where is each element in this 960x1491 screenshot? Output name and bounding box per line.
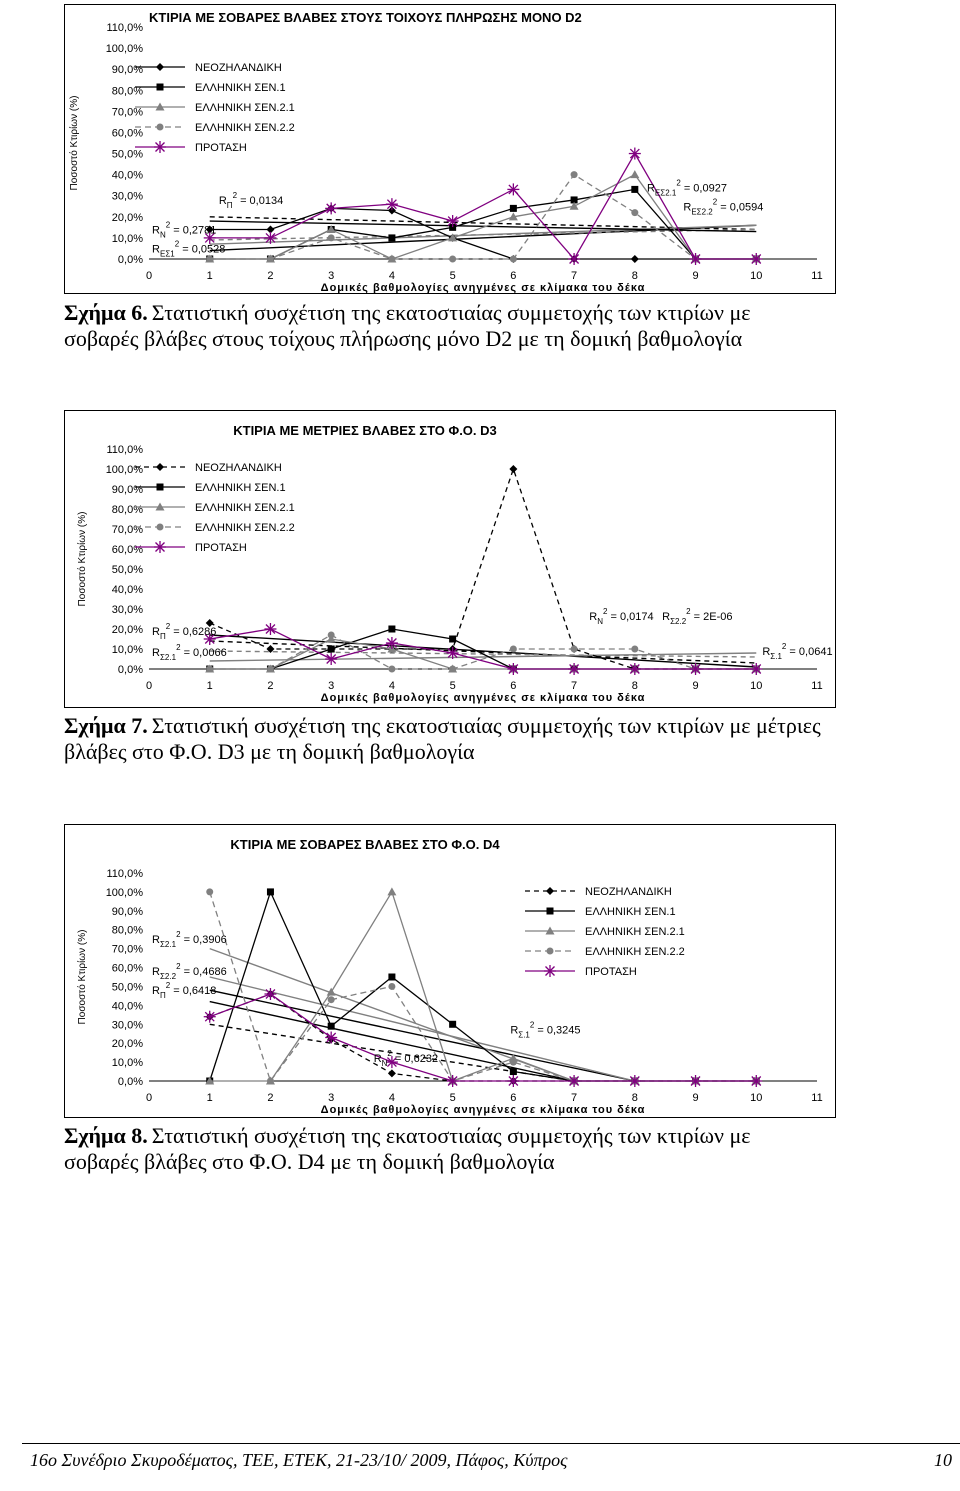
r-squared-label bbox=[152, 981, 216, 1000]
legend-marker bbox=[154, 141, 166, 153]
data-point bbox=[388, 626, 395, 633]
data-point bbox=[204, 1011, 216, 1023]
data-point bbox=[631, 646, 638, 653]
r-squared-sub: ΕΣ2.2 bbox=[691, 207, 713, 217]
data-point bbox=[206, 256, 213, 263]
r-squared-value: = 0,0174 bbox=[607, 611, 654, 623]
y-tick-label: 0,0% bbox=[117, 1076, 143, 1088]
r-squared-value: = 0,0594 bbox=[717, 201, 764, 214]
x-tick-label: 6 bbox=[510, 1092, 517, 1104]
x-axis-label: Δομικές βαθμολογίες ανηγμένες σε κλίμακα του δέκα bbox=[320, 1104, 646, 1116]
y-tick-label: 100,0% bbox=[105, 886, 143, 899]
y-tick-label: 100,0% bbox=[105, 43, 143, 56]
x-tick-label: 1 bbox=[206, 270, 213, 282]
r-squared-label bbox=[152, 622, 216, 641]
figure-6-caption bbox=[64, 300, 824, 352]
x-tick-label: 4 bbox=[388, 1092, 395, 1104]
y-tick-label: 40,0% bbox=[111, 169, 143, 182]
figure-7-text: Στατιστική συσχέτιση της εκατοστιαίας συμμετοχής των κτιρίων με μέτριες βλάβες στο Φ.Ο. D3 με τη δομική βαθμολογία bbox=[64, 713, 821, 764]
r-squared-exp: 2 bbox=[232, 191, 238, 201]
y-tick-label: 60,0% bbox=[111, 127, 143, 140]
r-squared-value: = 0,3245 bbox=[534, 1024, 581, 1037]
data-point bbox=[325, 1032, 337, 1044]
y-tick-label: 10,0% bbox=[111, 232, 143, 245]
data-point bbox=[631, 255, 639, 263]
x-tick-label: 3 bbox=[328, 1092, 335, 1104]
x-tick-label: 11 bbox=[811, 270, 823, 282]
r-squared-label bbox=[510, 1021, 580, 1040]
r-squared-label bbox=[219, 191, 283, 210]
y-tick-label: 30,0% bbox=[111, 1019, 143, 1032]
legend-label: ΠΡΟΤΑΣΗ bbox=[195, 542, 247, 554]
series-line bbox=[210, 629, 757, 669]
data-point bbox=[690, 663, 702, 675]
r-squared-exp: 2 bbox=[529, 1020, 535, 1030]
y-tick-label: 110,0% bbox=[106, 22, 143, 34]
x-tick-label: 10 bbox=[750, 680, 763, 692]
x-tick-label: 10 bbox=[750, 1092, 763, 1104]
x-tick-label: 9 bbox=[692, 270, 699, 282]
legend-marker bbox=[547, 948, 554, 955]
data-point bbox=[507, 663, 519, 675]
y-axis-label: Ποσοστό Κτιρίων (%) bbox=[69, 95, 80, 191]
y-tick-label: 20,0% bbox=[111, 1038, 143, 1051]
r-squared-label bbox=[662, 607, 732, 626]
data-point bbox=[206, 888, 213, 895]
legend-marker bbox=[154, 541, 166, 553]
x-axis-label: Δομικές βαθμολογίες ανηγμένες σε κλίμακα του δέκα bbox=[320, 282, 646, 294]
data-point bbox=[568, 1075, 580, 1087]
chart-d3 bbox=[64, 410, 836, 708]
y-tick-label: 40,0% bbox=[111, 584, 143, 596]
data-point bbox=[328, 646, 335, 653]
data-point bbox=[388, 974, 395, 981]
chart-d3-svg bbox=[65, 411, 837, 709]
r-squared-base: R bbox=[152, 647, 160, 659]
y-tick-label: 60,0% bbox=[111, 962, 143, 975]
data-point bbox=[388, 256, 395, 263]
r-squared-value: = 0,6232 bbox=[391, 1053, 439, 1066]
y-tick-label: 10,0% bbox=[111, 1057, 143, 1070]
legend-label: ΕΛΛΗΝΙΚΗ ΣΕΝ.1 bbox=[195, 482, 286, 494]
y-tick-label: 50,0% bbox=[111, 564, 143, 576]
data-point bbox=[630, 170, 639, 178]
r-squared-base: R bbox=[152, 224, 160, 237]
data-point bbox=[388, 234, 395, 241]
data-point bbox=[507, 183, 519, 195]
r-squared-base: R bbox=[152, 966, 160, 979]
r-squared-exp: 2 bbox=[174, 239, 180, 249]
y-tick-label: 80,0% bbox=[111, 85, 143, 98]
y-tick-label: 70,0% bbox=[111, 943, 143, 956]
data-point bbox=[449, 636, 456, 643]
figure-8-caption bbox=[64, 1123, 824, 1175]
x-tick-label: 11 bbox=[811, 1092, 823, 1104]
y-tick-label: 10,0% bbox=[111, 644, 143, 656]
x-tick-label: 9 bbox=[692, 1092, 699, 1104]
y-tick-label: 30,0% bbox=[111, 190, 143, 203]
r-squared-value: = 0,4686 bbox=[180, 966, 227, 979]
r-squared-exp: 2 bbox=[781, 642, 787, 651]
data-point bbox=[631, 209, 638, 216]
data-point bbox=[386, 637, 398, 649]
data-point bbox=[264, 232, 276, 244]
y-tick-label: 80,0% bbox=[111, 924, 143, 937]
legend-label: ΝΕΟΖΗΛΑΝΔΙΚΗ bbox=[195, 62, 282, 74]
legend-label: ΕΛΛΗΝΙΚΗ ΣΕΝ.2.2 bbox=[195, 522, 295, 534]
legend-marker bbox=[156, 63, 164, 71]
data-point bbox=[750, 663, 762, 675]
data-point bbox=[510, 256, 517, 263]
data-point bbox=[447, 215, 459, 227]
r-squared-label bbox=[683, 197, 763, 216]
r-squared-exp: 2 bbox=[165, 220, 171, 230]
data-point bbox=[509, 465, 517, 473]
x-tick-label: 5 bbox=[449, 680, 456, 692]
y-tick-label: 0,0% bbox=[117, 664, 143, 676]
x-axis-label: Δομικές βαθμολογίες ανηγμένες σε κλίμακα του δέκα bbox=[320, 692, 646, 704]
r-squared-base: R bbox=[373, 1053, 382, 1066]
x-tick-label: 10 bbox=[750, 270, 763, 282]
data-point bbox=[388, 666, 395, 673]
r-squared-label bbox=[152, 240, 225, 259]
chart-d4 bbox=[64, 824, 836, 1118]
x-tick-label: 4 bbox=[388, 270, 395, 282]
r-squared-base: R bbox=[152, 985, 160, 998]
r-squared-exp: 2 bbox=[176, 962, 181, 972]
legend-label: ΕΛΛΗΝΙΚΗ ΣΕΝ.2.1 bbox=[195, 502, 295, 514]
x-tick-label: 0 bbox=[145, 1092, 153, 1104]
data-point bbox=[629, 1075, 641, 1087]
figure-7-label: Σχήμα 7. bbox=[64, 713, 148, 738]
x-tick-label: 1 bbox=[206, 680, 213, 692]
legend-label: ΕΛΛΗΝΙΚΗ ΣΕΝ.1 bbox=[195, 82, 286, 94]
r-squared-value: = 0,6418 bbox=[170, 985, 217, 998]
r-squared-value: = 0,3906 bbox=[180, 933, 227, 946]
r-squared-exp: 2 bbox=[165, 622, 171, 631]
r-squared-sub: Ν bbox=[597, 617, 604, 626]
footer-conference: 16ο Συνέδριο Σκυροδέματος, ΤΕΕ, ΕΤΕΚ, 21-23/10/ 2009, Πάφος, Κύπρος bbox=[30, 1450, 568, 1470]
r-squared-sub: Σ.1 bbox=[770, 652, 782, 661]
legend-label: ΠΡΟΤΑΣΗ bbox=[585, 966, 637, 978]
x-tick-label: 0 bbox=[145, 270, 153, 282]
data-point bbox=[447, 647, 459, 659]
x-tick-label: 3 bbox=[328, 270, 335, 282]
data-point bbox=[629, 663, 641, 675]
series-line bbox=[210, 154, 757, 259]
data-point bbox=[568, 253, 580, 265]
chart-d4-svg bbox=[65, 825, 837, 1119]
data-point bbox=[328, 632, 335, 639]
data-point bbox=[750, 253, 762, 265]
data-point bbox=[629, 148, 641, 160]
data-point bbox=[571, 646, 578, 653]
r-squared-exp: 2 bbox=[712, 197, 718, 207]
data-point bbox=[264, 623, 276, 635]
y-tick-label: 110,0% bbox=[106, 444, 143, 456]
y-tick-label: 100,0% bbox=[105, 464, 143, 476]
y-tick-label: 0,0% bbox=[117, 254, 143, 266]
legend-label: ΕΛΛΗΝΙΚΗ ΣΕΝ.1 bbox=[585, 906, 676, 918]
x-tick-label: 3 bbox=[328, 680, 335, 692]
data-point bbox=[449, 666, 456, 673]
r-squared-value: = 0,0641 bbox=[786, 646, 833, 658]
page-footer bbox=[22, 1443, 960, 1491]
r-squared-exp: 2 bbox=[176, 929, 181, 939]
r-squared-base: R bbox=[510, 1024, 519, 1037]
r-squared-value: = 0,2781 bbox=[170, 224, 217, 237]
r-squared-sub: Σ2.1 bbox=[159, 939, 177, 949]
r-squared-sub: ΕΣ1 bbox=[159, 249, 175, 259]
data-point bbox=[690, 253, 702, 265]
y-tick-label: 110,0% bbox=[106, 868, 143, 880]
legend-label: ΝΕΟΖΗΛΑΝΔΙΚΗ bbox=[195, 462, 282, 474]
y-axis-label: Ποσοστό Κτιρίων (%) bbox=[77, 511, 88, 607]
r-squared-label bbox=[152, 221, 216, 240]
series-line bbox=[210, 892, 757, 1081]
r-squared-base: R bbox=[218, 195, 227, 208]
data-point bbox=[388, 1069, 396, 1077]
r-squared-base: R bbox=[589, 611, 598, 623]
data-point bbox=[325, 202, 337, 214]
y-tick-label: 80,0% bbox=[111, 504, 143, 516]
y-axis-label: Ποσοστό Κτιρίων (%) bbox=[77, 929, 88, 1025]
r-squared-exp: 2 bbox=[387, 1049, 392, 1059]
figure-6-text: Στατιστική συσχέτιση της εκατοστιαίας συμμετοχής των κτιρίων με σοβαρές βλάβες στους τοίχους πλήρωσης μόνο D2 με τη δομική βαθμολογία bbox=[64, 300, 751, 351]
y-tick-label: 20,0% bbox=[111, 211, 143, 224]
r-squared-exp: 2 bbox=[676, 178, 681, 188]
r-squared-value: = 0,0066 bbox=[180, 647, 227, 659]
r-squared-sub: Π bbox=[226, 201, 233, 211]
legend-label: ΝΕΟΖΗΛΑΝΔΙΚΗ bbox=[585, 886, 672, 898]
r-squared-base: R bbox=[646, 182, 655, 195]
r-squared-base: R bbox=[683, 201, 692, 214]
r-squared-sub: Ν bbox=[381, 1059, 388, 1069]
r-squared-base: R bbox=[762, 646, 771, 658]
legend-label: ΕΛΛΗΝΙΚΗ ΣΕΝ.2.1 bbox=[585, 926, 685, 938]
r-squared-label bbox=[762, 642, 832, 661]
y-tick-label: 90,0% bbox=[111, 905, 143, 918]
chart-title: ΚΤΙΡΙΑ ΜΕ ΜΕΤΡΙΕΣ ΒΛΑΒΕΣ ΣΤΟ Φ.Ο. D3 bbox=[233, 423, 497, 438]
x-tick-label: 2 bbox=[267, 270, 274, 282]
data-point bbox=[510, 1068, 517, 1075]
r-squared-base: R bbox=[152, 243, 160, 256]
x-tick-label: 5 bbox=[449, 270, 456, 282]
data-point bbox=[325, 653, 337, 665]
legend-marker bbox=[546, 887, 554, 895]
series-line bbox=[210, 629, 757, 669]
legend-label: ΕΛΛΗΝΙΚΗ ΣΕΝ.2.1 bbox=[195, 102, 295, 114]
data-point bbox=[267, 256, 274, 263]
x-tick-label: 4 bbox=[388, 680, 395, 692]
data-point bbox=[388, 983, 395, 990]
r-squared-sub: Ν bbox=[159, 230, 166, 240]
y-tick-label: 90,0% bbox=[111, 484, 143, 496]
legend-marker bbox=[156, 463, 164, 471]
x-tick-label: 8 bbox=[631, 1092, 638, 1104]
legend-marker bbox=[157, 84, 164, 91]
data-point bbox=[267, 888, 274, 895]
data-point bbox=[510, 1059, 517, 1066]
data-point bbox=[264, 988, 276, 1000]
r-squared-sub: Π bbox=[159, 991, 166, 1001]
data-point bbox=[449, 256, 456, 263]
r-squared-value: = 0,6286 bbox=[170, 626, 217, 638]
y-tick-label: 20,0% bbox=[111, 624, 143, 636]
data-point bbox=[571, 171, 578, 178]
x-tick-label: 8 bbox=[631, 270, 638, 282]
r-squared-label bbox=[589, 607, 653, 626]
r-squared-base: R bbox=[152, 933, 160, 946]
x-tick-label: 5 bbox=[449, 1092, 456, 1104]
footer-page-number: 10 bbox=[934, 1450, 952, 1470]
x-tick-label: 1 bbox=[206, 1092, 213, 1104]
data-point bbox=[267, 1078, 274, 1085]
data-point bbox=[568, 663, 580, 675]
r-squared-sub: Σ2.2 bbox=[670, 617, 687, 626]
x-tick-label: 2 bbox=[267, 1092, 274, 1104]
x-tick-label: 0 bbox=[145, 680, 153, 692]
legend-label: ΠΡΟΤΑΣΗ bbox=[195, 142, 247, 154]
x-tick-label: 7 bbox=[571, 1092, 578, 1104]
r-squared-label bbox=[647, 179, 727, 198]
data-point bbox=[507, 1075, 519, 1087]
r-squared-value: = 2E-06 bbox=[690, 611, 733, 623]
r-squared-base: R bbox=[662, 611, 671, 623]
x-tick-label: 7 bbox=[571, 270, 578, 282]
data-point bbox=[447, 1075, 459, 1087]
data-point bbox=[387, 887, 396, 895]
r-squared-exp: 2 bbox=[686, 607, 691, 616]
r-squared-sub: Σ.1 bbox=[518, 1030, 530, 1040]
chart-d2 bbox=[64, 4, 836, 294]
legend-marker bbox=[157, 124, 164, 131]
data-point bbox=[510, 205, 517, 212]
y-tick-label: 70,0% bbox=[111, 524, 143, 536]
figure-8-label: Σχήμα 8. bbox=[64, 1123, 148, 1148]
trendline bbox=[210, 1002, 574, 1081]
legend-label: ΕΛΛΗΝΙΚΗ ΣΕΝ.2.2 bbox=[585, 946, 685, 958]
y-tick-label: 30,0% bbox=[111, 604, 143, 616]
data-point bbox=[386, 198, 398, 210]
data-point bbox=[206, 666, 213, 673]
data-point bbox=[690, 1075, 702, 1087]
y-tick-label: 50,0% bbox=[111, 981, 143, 994]
r-squared-sub: Σ2.1 bbox=[159, 653, 177, 662]
x-tick-label: 2 bbox=[267, 680, 274, 692]
data-point bbox=[328, 1023, 335, 1030]
y-tick-label: 90,0% bbox=[111, 64, 143, 77]
r-squared-sub: ΕΣ2.1 bbox=[654, 188, 677, 198]
figure-7-caption bbox=[64, 713, 824, 765]
r-squared-label bbox=[152, 930, 227, 949]
x-tick-label: 9 bbox=[692, 680, 699, 692]
x-tick-label: 7 bbox=[571, 680, 578, 692]
chart-title: ΚΤΙΡΙΑ ΜΕ ΣΟΒΑΡΕΣ ΒΛΑΒΕΣ ΣΤΟΥΣ ΤΟΙΧΟΥΣ ΠΛΗΡΩΣΗΣ ΜΟΝΟ D2 bbox=[149, 10, 582, 25]
r-squared-value: = 0,0927 bbox=[680, 182, 727, 195]
y-tick-label: 60,0% bbox=[111, 544, 143, 556]
chart-title: ΚΤΙΡΙΑ ΜΕ ΣΟΒΑΡΕΣ ΒΛΑΒΕΣ ΣΤΟ Φ.Ο. D4 bbox=[230, 837, 500, 852]
r-squared-label bbox=[152, 643, 227, 662]
legend-marker bbox=[544, 965, 556, 977]
r-squared-exp: 2 bbox=[165, 981, 171, 991]
r-squared-exp: 2 bbox=[176, 643, 181, 652]
data-point bbox=[328, 234, 335, 241]
r-squared-value: = 0,0528 bbox=[179, 243, 226, 256]
r-squared-sub: Σ2.2 bbox=[159, 972, 177, 982]
r-squared-value: = 0,0134 bbox=[237, 195, 284, 208]
figure-8-text: Στατιστική συσχέτιση της εκατοστιαίας συμμετοχής των κτιρίων με σοβαρές βλάβες στο Φ.Ο. D4 με τη δομική βαθμολογία bbox=[64, 1123, 751, 1174]
legend-marker bbox=[157, 524, 164, 531]
data-point bbox=[750, 1075, 762, 1087]
x-tick-label: 6 bbox=[510, 270, 517, 282]
data-point bbox=[510, 646, 517, 653]
y-tick-label: 70,0% bbox=[111, 106, 143, 119]
x-tick-label: 11 bbox=[811, 680, 823, 692]
figure-6-label: Σχήμα 6. bbox=[64, 300, 148, 325]
legend-marker bbox=[547, 908, 554, 915]
r-squared-exp: 2 bbox=[603, 607, 608, 616]
data-point bbox=[267, 666, 274, 673]
legend-marker bbox=[157, 484, 164, 491]
data-point bbox=[631, 186, 638, 193]
r-squared-base: R bbox=[152, 626, 160, 638]
x-tick-label: 6 bbox=[510, 680, 517, 692]
r-squared-sub: Π bbox=[159, 632, 166, 641]
data-point bbox=[328, 996, 335, 1003]
chart-d2-svg bbox=[65, 5, 837, 295]
y-tick-label: 40,0% bbox=[111, 1000, 143, 1013]
x-tick-label: 8 bbox=[631, 680, 638, 692]
legend-label: ΕΛΛΗΝΙΚΗ ΣΕΝ.2.2 bbox=[195, 122, 295, 134]
y-tick-label: 50,0% bbox=[111, 148, 143, 161]
data-point bbox=[449, 1021, 456, 1028]
